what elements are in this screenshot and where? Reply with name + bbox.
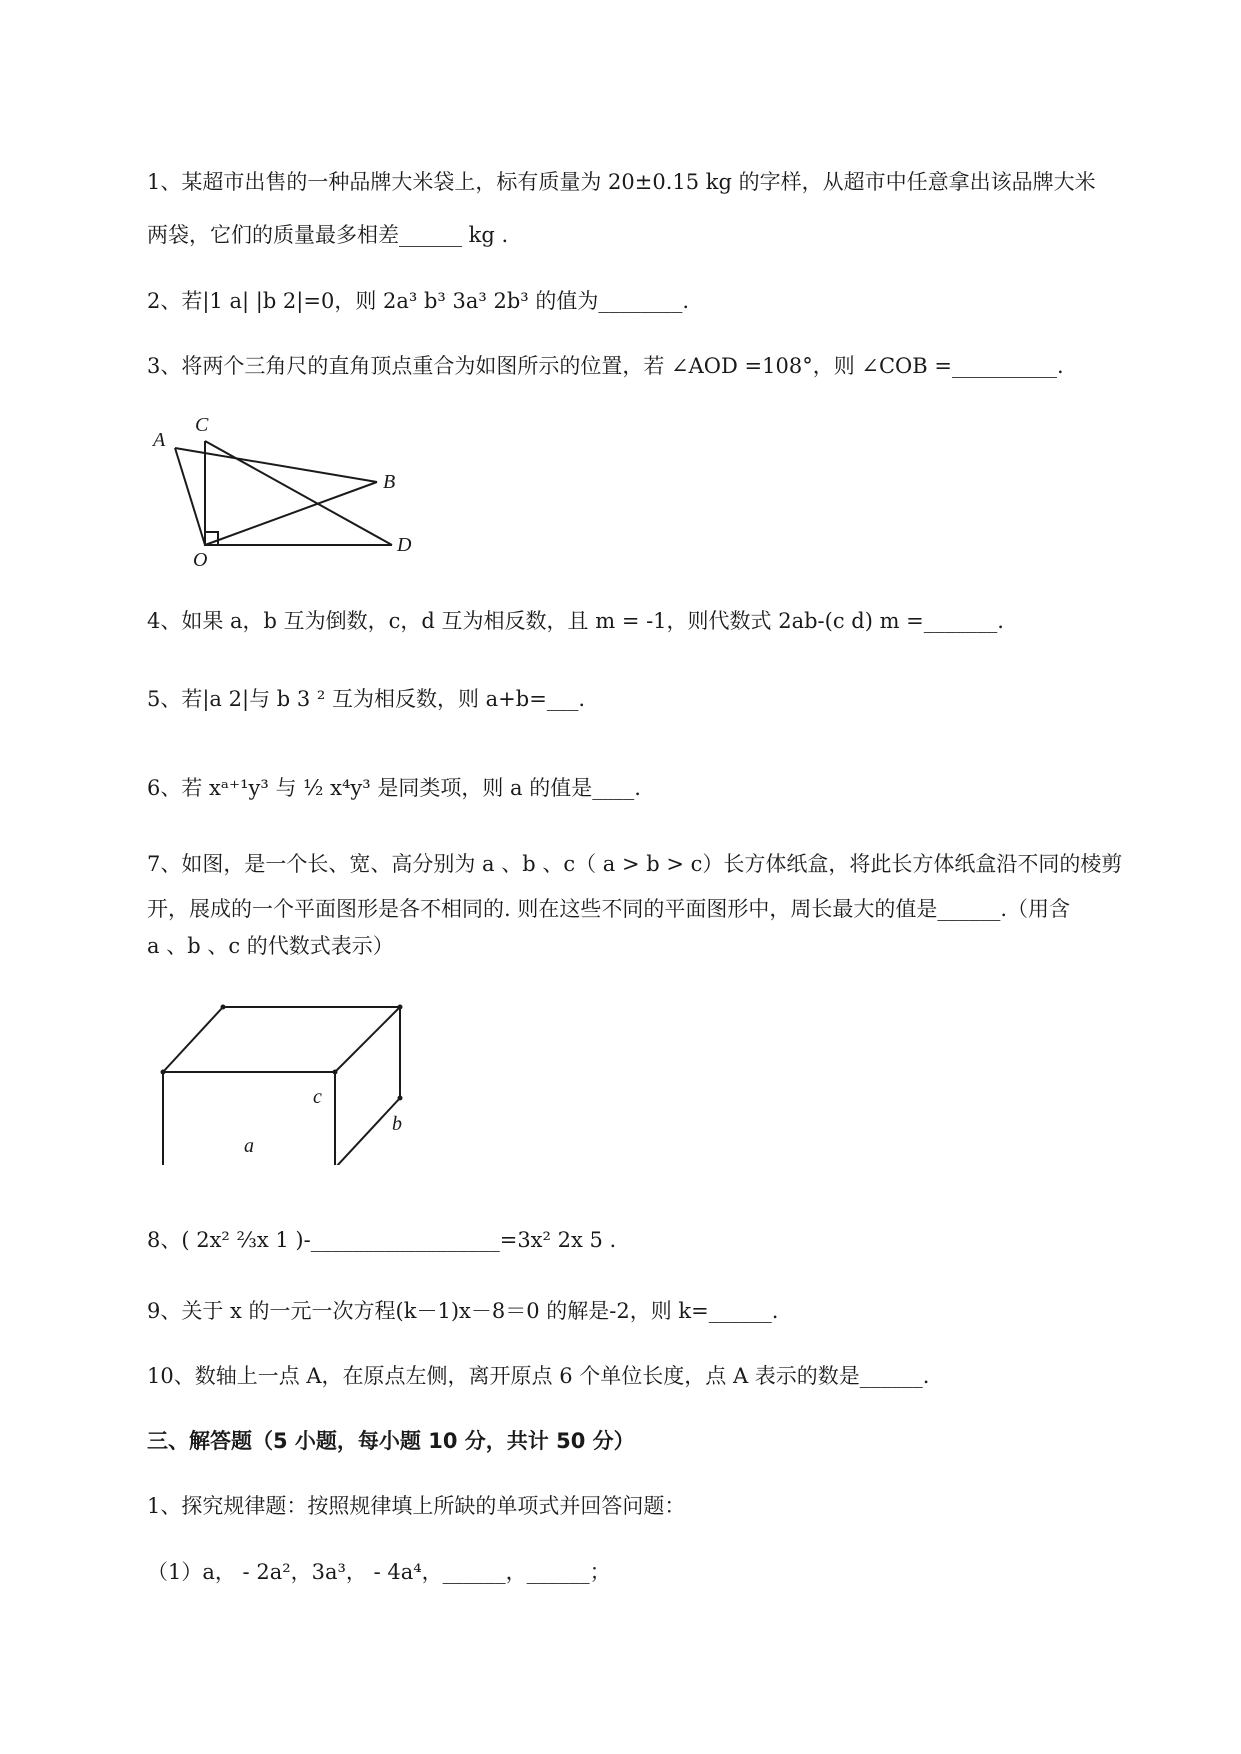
q9: 9、关于 x 的一元一次方程(k－1)x－8＝0 的解是-2，则 k=______. <box>147 1299 779 1323</box>
q2: 2、若|1 a| |b 2|=0，则 2a³ b³ 3a³ 2b³ 的值为________. <box>147 289 690 313</box>
q7-line1: 7、如图，是一个长、宽、高分别为 a 、b 、c（ a > b > c）长方体纸盒，将此长方体纸盒沿不同的棱剪 <box>147 852 1123 876</box>
label-C: C <box>195 414 209 436</box>
q1-line1: 1、某超市出售的一种品牌大米袋上，标有质量为 20±0.15 kg 的字样，从超市中任意拿出该品牌大米 <box>147 170 1096 194</box>
s1: 1、探究规律题：按照规律填上所缺的单项式并回答问题： <box>147 1494 686 1518</box>
label-B: B <box>383 471 396 493</box>
q7-line3: a 、b 、c 的代数式表示） <box>147 934 394 958</box>
q7-line2: 开，展成的一个平面图形是各不相同的. 则在这些不同的平面图形中，周长最大的值是______.（用含 <box>147 897 1071 921</box>
q1-line2: 两袋，它们的质量最多相差______ kg . <box>147 223 509 247</box>
label-O: O <box>193 549 208 568</box>
q10: 10、数轴上一点 A，在原点左侧，离开原点 6 个单位长度，点 A 表示的数是______. <box>147 1364 930 1388</box>
s1-part1: （1）a， - 2a²，3a³， - 4a⁴，______，______； <box>147 1560 611 1584</box>
section-3-heading: 三、解答题（5 小题，每小题 10 分，共计 50 分） <box>147 1429 635 1453</box>
q3: 3、将两个三角尺的直角顶点重合为如图所示的位置，若 ∠AOD =108°，则 ∠COB =__________. <box>147 354 1064 378</box>
label-A: A <box>153 429 166 451</box>
triangles-figure <box>145 408 435 568</box>
q4: 4、如果 a，b 互为倒数，c，d 互为相反数，且 m = -1，则代数式 2ab-(c d) m =_______. <box>147 609 1004 633</box>
q8: 8、( 2x² ⅔x 1 )-__________________=3x² 2x 5 . <box>147 1228 617 1252</box>
label-c: c <box>313 1086 322 1108</box>
label-D: D <box>397 534 412 556</box>
q5: 5、若|a 2|与 b 3 ² 互为相反数，则 a+b=___. <box>147 687 585 711</box>
q6: 6、若 xᵃ⁺¹y³ 与 ½ x⁴y³ 是同类项，则 a 的值是____. <box>147 776 641 800</box>
box-figure <box>150 995 420 1165</box>
label-b: b <box>392 1113 402 1135</box>
box-label-a: a <box>244 1135 254 1157</box>
